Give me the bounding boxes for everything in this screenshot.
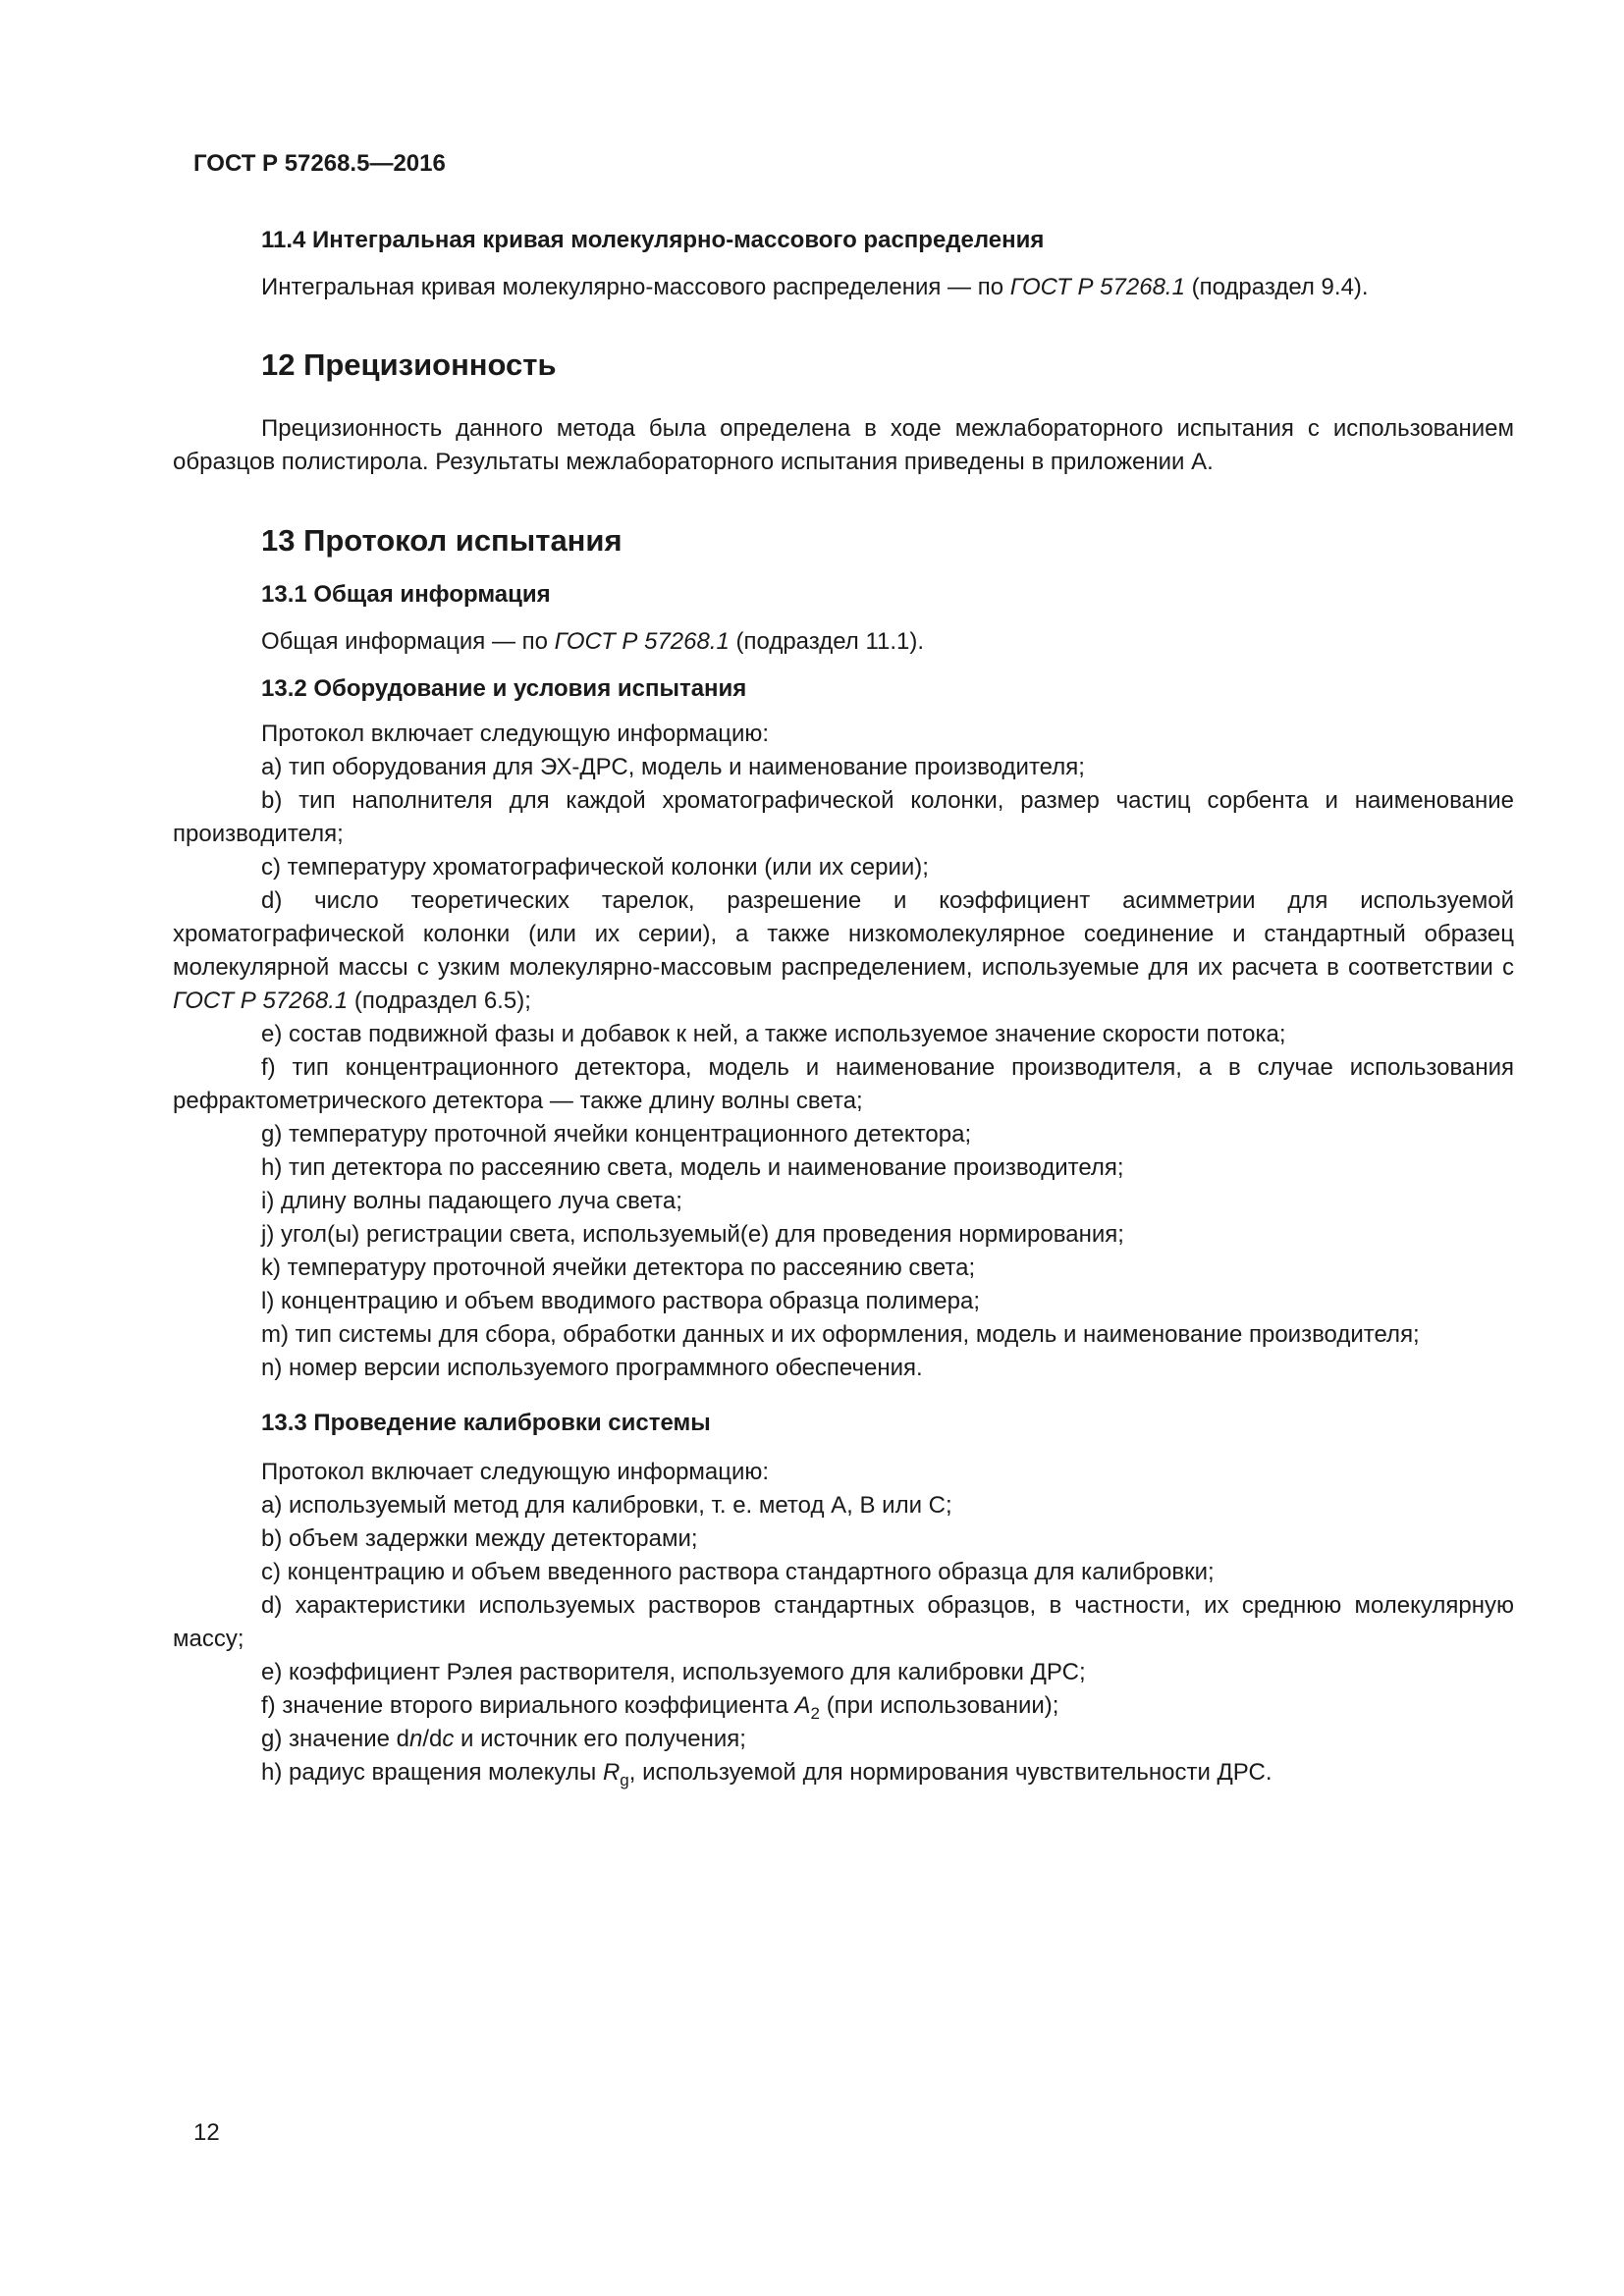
text-run: g) значение d [261, 1726, 409, 1752]
standard-reference: ГОСТ Р 57268.1 [173, 988, 349, 1014]
list-item [173, 884, 1514, 1018]
list-item: l) концентрацию и объем вводимого раствора образца полимера; [261, 1288, 980, 1314]
list-item: b) тип наполнителя для каждой хроматографической колонки, размер частиц сорбента и наименование производителя; [173, 787, 1514, 847]
list-item: e) состав подвижной фазы и добавок к ней, а также используемое значение скорости потока; [261, 1021, 1286, 1047]
subsection-11-4-text [173, 271, 1514, 304]
list-item: g) температуру проточной ячейки концентрационного детектора; [261, 1121, 972, 1148]
list-intro: Протокол включает следующую информацию: [261, 721, 770, 747]
symbol: A [794, 1692, 811, 1719]
list-item: c) температуру хроматографической колонки (или их серии); [261, 854, 929, 881]
page-number: 12 [193, 2119, 220, 2146]
text-run: f) значение второго вириального коэффициента [261, 1692, 788, 1719]
running-header: ГОСТ Р 57268.5—2016 [193, 150, 446, 177]
subsection-13-1-text [173, 625, 1514, 659]
text-run: (при использовании); [826, 1692, 1059, 1719]
subsection-11-4-title: 11.4 Интегральная кривая молекулярно-массового распределения [261, 227, 1045, 253]
text-run: , используемой для нормирования чувствительности ДРС. [628, 1759, 1272, 1786]
symbol: c [442, 1726, 455, 1752]
text-run: Общая информация — по [261, 628, 548, 655]
list-item: n) номер версии используемого программного обеспечения. [261, 1355, 923, 1381]
subscript: 2 [810, 1703, 821, 1723]
list-item: c) концентрацию и объем введенного раствора стандартного образца для калибровки; [261, 1559, 1215, 1585]
text-run: h) радиус вращения молекулы [261, 1759, 597, 1786]
list-item: j) угол(ы) регистрации света, используемый(е) для проведения нормирования; [261, 1221, 1124, 1248]
list-item: b) объем задержки между детекторами; [261, 1525, 698, 1552]
subsection-13-3-title: 13.3 Проведение калибровки системы [261, 1410, 711, 1436]
list-item: a) тип оборудования для ЭХ-ДРС, модель и наименование производителя; [261, 754, 1085, 780]
list-intro: Протокол включает следующую информацию: [261, 1459, 770, 1485]
standard-reference: ГОСТ Р 57268.1 [1009, 274, 1185, 300]
subsection-13-2-title: 13.2 Оборудование и условия испытания [261, 675, 747, 702]
text-run: и источник его получения; [460, 1726, 746, 1752]
text-run: (подраздел 9.4). [1191, 274, 1369, 300]
subscript: g [620, 1770, 629, 1789]
text-run: d) число теоретических тарелок, разрешение и коэффициент асимметрии для используемой хроматографической колонки (или их серии), а также низкомолекулярное соединение и стандартный образец молекулярной массы с узким молекулярно-массовым распределением, используемые для их расчета в соответствии с [173, 887, 1514, 981]
standard-reference: ГОСТ Р 57268.1 [554, 628, 730, 655]
list-item: f) тип концентрационного детектора, модель и наименование производителя, а в случае использования рефрактометрического детектора — также длину волны света; [173, 1054, 1514, 1114]
section-12-text: Прецизионность данного метода была определена в ходе межлабораторного испытания с использованием образцов полистирола. Результаты межлабораторного испытания приведены в приложении А. [173, 415, 1514, 475]
subsection-13-1-title: 13.1 Общая информация [261, 581, 551, 608]
section-12-title: 12 Прецизионность [261, 347, 557, 382]
list-item: d) характеристики используемых растворов стандартных образцов, в частности, их среднюю молекулярную массу; [173, 1592, 1514, 1652]
list-item: k) температуру проточной ячейки детектора по рассеянию света; [261, 1255, 976, 1281]
list-item: m) тип системы для сбора, обработки данных и их оформления, модель и наименование производителя; [261, 1321, 1420, 1348]
list-item: h) тип детектора по рассеянию света, модель и наименование производителя; [261, 1154, 1124, 1181]
list-item [173, 1689, 1514, 1723]
text-run: (подраздел 11.1). [735, 628, 925, 655]
section-13-title: 13 Протокол испытания [261, 523, 623, 558]
text-run: Интегральная кривая молекулярно-массового распределения — по [261, 274, 1004, 300]
list-item: a) используемый метод для калибровки, т. е. метод A, B или C; [261, 1492, 952, 1519]
list-item [173, 1723, 1514, 1756]
list-item: i) длину волны падающего луча света; [261, 1188, 682, 1214]
text-run: (подраздел 6.5); [353, 988, 531, 1014]
page-content [173, 224, 1514, 1789]
symbol: n [408, 1726, 423, 1752]
text-run: /d [422, 1726, 443, 1752]
list-item: e) коэффициент Рэлея растворителя, используемого для калибровки ДРС; [261, 1659, 1086, 1685]
list-item [173, 1756, 1514, 1789]
symbol: R [602, 1759, 621, 1786]
